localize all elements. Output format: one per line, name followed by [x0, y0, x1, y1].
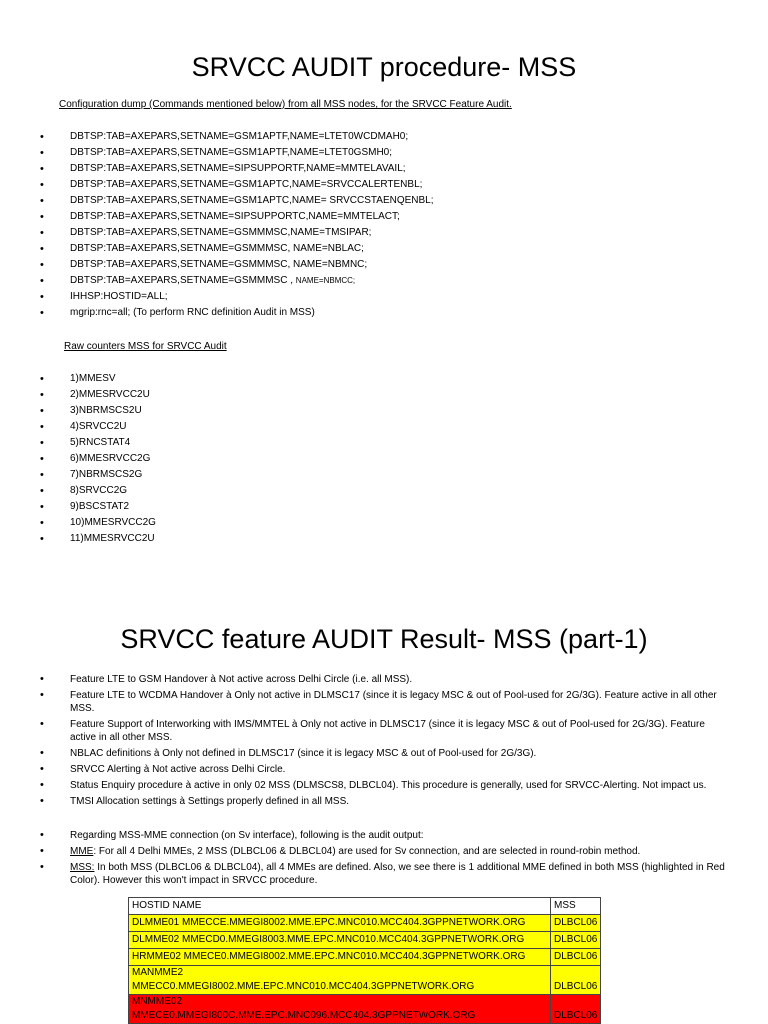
connection-list — [40, 829, 730, 890]
list-item: • DBTSP:TAB=AXEPARS,SETNAME=SIPSUPPORTC,NAME=MMTELACT; — [40, 211, 400, 223]
list-item: • IHHSP:HOSTID=ALL; — [40, 291, 168, 303]
mme-table — [128, 897, 601, 1024]
list-item: • DBTSP:TAB=AXEPARS,SETNAME=GSMMMSC, NAME=NBLAC; — [40, 243, 364, 255]
list-item: • NBLAC definitions à Only not defined in DLMSC17 (since it is legacy MSC & out of Pool-used for 2G/3G). — [40, 747, 537, 759]
result-list — [40, 673, 730, 811]
list-item: • Feature LTE to GSM Handover à Not active across Delhi Circle (i.e. all MSS). — [40, 673, 413, 685]
table-row: DLMME02 MMECD0.MMEGI8003.MME.EPC.MNC010.MCC404.3GPPNETWORK.ORG DLBCL06 — [129, 932, 601, 949]
list-item: • 1)MMESV — [40, 373, 116, 385]
list-item: • 6)MMESRVCC2G — [40, 453, 151, 465]
list-item: • DBTSP:TAB=AXEPARS,SETNAME=GSMMMSC, NAME=NBMNC; — [40, 259, 368, 271]
list-item: • DBTSP:TAB=AXEPARS,SETNAME=GSM1APTF,NAME=LTET0WCDMAH0; — [40, 131, 409, 143]
list-item: • DBTSP:TAB=AXEPARS,SETNAME=GSMMMSC , NAME=NBMCC; — [40, 275, 356, 287]
list-item: • 3)NBRMSCS2U — [40, 405, 142, 417]
list-item: • mgrip:rnc=all; (To perform RNC definition Audit in MSS) — [40, 307, 315, 319]
list-item: • Status Enquiry procedure à active in only 02 MSS (DLMSCS8, DLBCL04). This procedure is generally, used for SRVCC-Alerting. Not impact us. — [40, 779, 707, 791]
small-suffix: NAME=NBMCC; — [295, 276, 356, 285]
command-list — [40, 129, 434, 321]
list-item: • SRVCC Alerting à Not active across Delhi Circle. — [40, 763, 286, 775]
header-hostid: HOSTID NAME — [129, 898, 551, 915]
list-item: • 2)MMESRVCC2U — [40, 389, 150, 401]
list-item: • 11)MMESRVCC2U — [40, 533, 155, 545]
list-item: • 8)SRVCC2G — [40, 485, 128, 497]
list-item: • DBTSP:TAB=AXEPARS,SETNAME=GSM1APTF,NAME=LTET0GSMH0; — [40, 147, 393, 159]
list-item: • DBTSP:TAB=AXEPARS,SETNAME=GSM1APTC,NAME= SRVCCSTAENQENBL; — [40, 195, 434, 207]
list-item: • 5)RNCSTAT4 — [40, 437, 131, 449]
slide2-title: SRVCC feature AUDIT Result- MSS (part-1) — [120, 624, 648, 654]
table-header-row — [129, 898, 601, 915]
mme-label: MME — [70, 846, 94, 857]
list-item: • Feature Support of Interworking with IMS/MMTEL à Only not active in DLMSC17 (since it is legacy MSC & out of Pool-used for 2G/3G). Feature active in all other MSS. — [40, 718, 705, 743]
list-item: • TMSI Allocation settings à Settings properly defined in all MSS. — [40, 795, 350, 807]
list-item: • 4)SRVCC2U — [40, 421, 127, 433]
mss-label: MSS: — [70, 862, 95, 873]
counter-list — [40, 371, 156, 547]
list-item: • DBTSP:TAB=AXEPARS,SETNAME=GSMMMSC,NAME=TMSIPAR; — [40, 227, 372, 239]
table-row: MANMME2 MMECC0.MMEGI8002.MME.EPC.MNC010.MCC404.3GPPNETWORK.ORG DLBCL06 — [129, 966, 601, 995]
list-item: • MME: For all 4 Delhi MMEs, 2 MSS (DLBCL06 & DLBCL04) are used for Sv connection, and are selected in round-robin method. — [40, 845, 641, 857]
list-item: • Feature LTE to WCDMA Handover à Only not active in DLMSC17 (since it is legacy MSC & out of Pool-used for 2G/3G). Feature active in all other MSS. — [40, 689, 717, 714]
config-heading: Configuration dump (Commands mentioned below) from all MSS nodes, for the SRVCC Feature Audit. — [59, 99, 512, 110]
list-item: • Regarding MSS-MME connection (on Sv interface), following is the audit output: — [40, 829, 424, 841]
list-item: • DBTSP:TAB=AXEPARS,SETNAME=SIPSUPPORTF,NAME=MMTELAVAIL; — [40, 163, 406, 175]
table-row: DLMME01 MMECCE.MMEGI8002.MME.EPC.MNC010.MCC404.3GPPNETWORK.ORG DLBCL06 — [129, 915, 601, 932]
slide1-title: SRVCC AUDIT procedure- MSS — [191, 52, 577, 82]
list-item: • DBTSP:TAB=AXEPARS,SETNAME=GSM1APTC,NAME=SRVCCALERTENBL; — [40, 179, 423, 191]
list-item: • MSS: In both MSS (DLBCL06 & DLBCL04), all 4 MMEs are defined. Also, we see there is 1 additional MME defined in both MSS (highlighted in Red Color). However this won't impact in SRVCC procedure. — [40, 861, 725, 886]
list-item: • 7)NBRMSCS2G — [40, 469, 143, 481]
table-row: HRMME02 MMECE0.MMEGI8002.MME.EPC.MNC010.MCC404.3GPPNETWORK.ORG DLBCL06 — [129, 949, 601, 966]
table-row: MNMME02 MMECE0.MMEGI800C.MME.EPC.MNC096.MCC404.3GPPNETWORK.ORG DLBCL06 — [129, 995, 601, 1024]
list-item: • 10)MMESRVCC2G — [40, 517, 156, 529]
raw-counters-heading: Raw counters MSS for SRVCC Audit — [64, 341, 227, 352]
header-mss: MSS — [551, 898, 601, 915]
list-item: • 9)BSCSTAT2 — [40, 501, 130, 513]
